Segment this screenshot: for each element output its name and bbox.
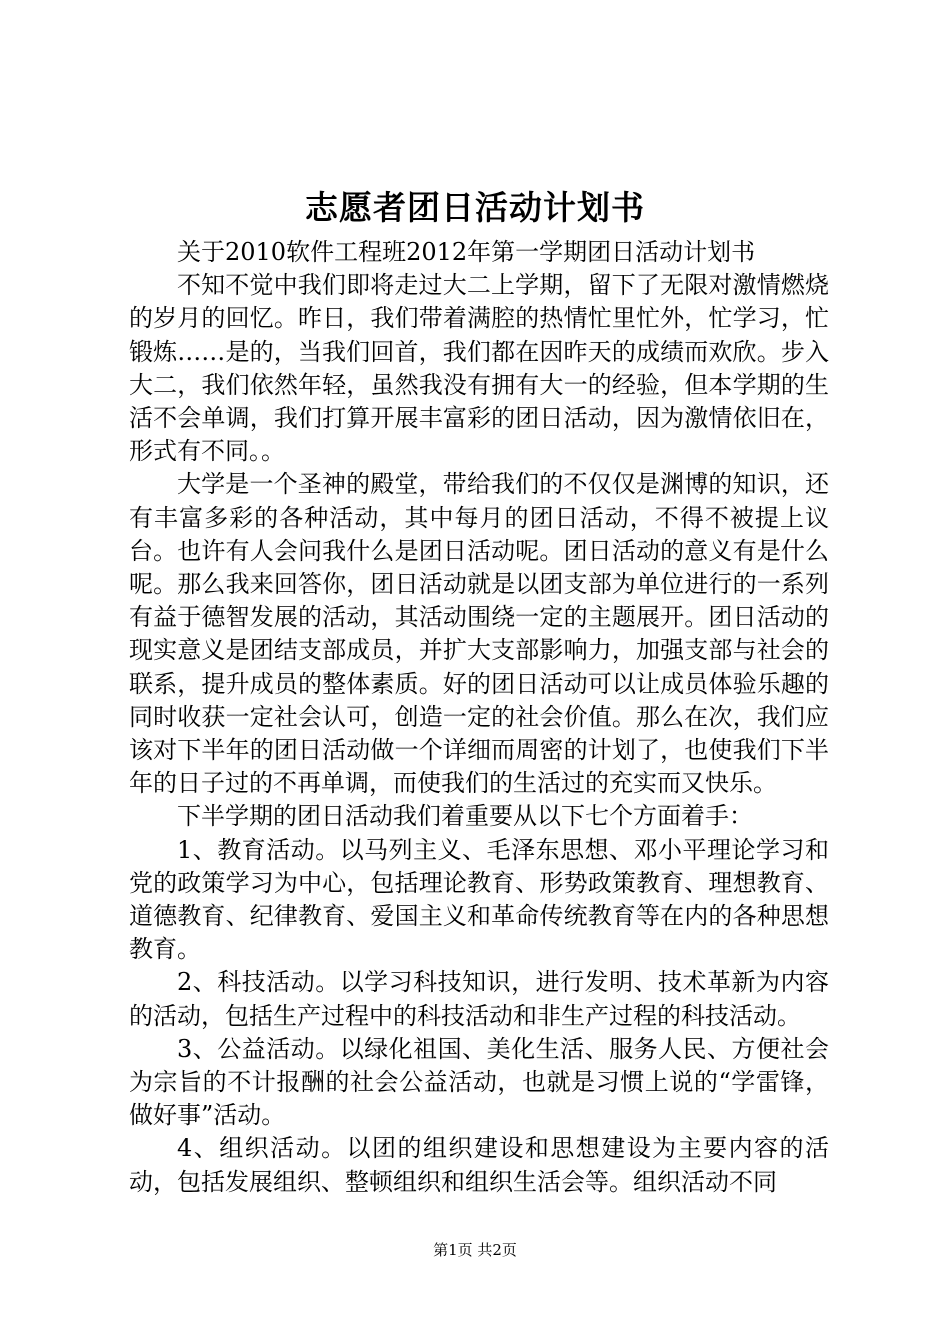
list-item-paragraph: 2、科技活动。以学习科技知识，进行发明、技术革新为内容的活动，包括生产过程中的科技活动和非生产过程的科技活动。: [129, 968, 829, 1030]
subtitle-paragraph: 关于2010软件工程班2012年第一学期团日活动计划书: [177, 238, 756, 266]
body-paragraph: 不知不觉中我们即将走过大二上学期，留下了无限对激情燃烧的岁月的回忆。昨日，我们带着满腔的热情忙里忙外，忙学习，忙锻炼……是的，当我们回首，我们都在因昨天的成绩而欢欣。步入大二，我们依然年轻，虽然我没有拥有大一的经验，但本学期的生活不会单调，我们打算开展丰富彩的团日活动，因为激情依旧在，形式有不同。。: [129, 271, 829, 466]
body-paragraph: 大学是一个圣神的殿堂，带给我们的不仅仅是渊博的知识，还有丰富多彩的各种活动，其中每月的团日活动，不得不被提上议台。也许有人会问我什么是团日活动呢。团日活动的意义有是什么呢。那么我来回答你，团日活动就是以团支部为单位进行的一系列有益于德智发展的活动，其活动围绕一定的主题展开。团日活动的现实意义是团结支部成员，并扩大支部影响力，加强支部与社会的联系，提升成员的整体素质。好的团日活动可以让成员体验乐趣的同时收获一定社会认可，创造一定的社会价值。那么在次，我们应该对下半年的团日活动做一个详细而周密的计划了，也使我们下半年的日子过的不再单调，而使我们的生活过的充实而又快乐。: [129, 470, 829, 798]
body-paragraph: 下半学期的团日活动我们着重要从以下七个方面着手：: [177, 802, 753, 831]
list-item-paragraph: 1、教育活动。以马列主义、毛泽东思想、邓小平理论学习和党的政策学习为中心，包括理论教育、形势政策教育、理想教育、道德教育、纪律教育、爱国主义和革命传统教育等在内的各种思想教育。: [129, 835, 829, 964]
document-body: [129, 236, 829, 1199]
page-number-footer: 第1页 共2页: [433, 1241, 517, 1259]
list-item-paragraph: 3、公益活动。以绿化祖国、美化生活、服务人民、方便社会为宗旨的不计报酬的社会公益活动，也就是习惯上说的“学雷锋，做好事”活动。: [129, 1034, 829, 1130]
document-title: 志愿者团日活动计划书: [305, 188, 645, 227]
list-item-paragraph: 4、组织活动。以团的组织建设和思想建设为主要内容的活动，包括发展组织、整顿组织和组织生活会等。组织活动不同: [129, 1134, 829, 1196]
